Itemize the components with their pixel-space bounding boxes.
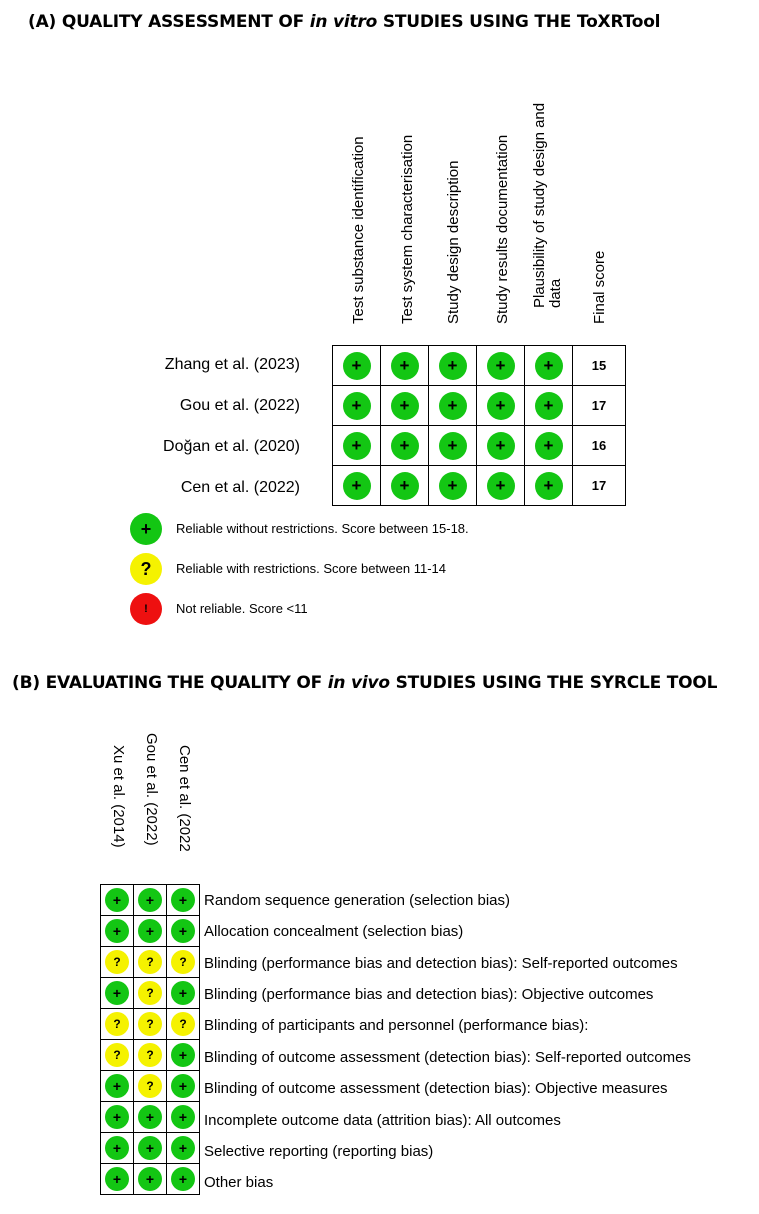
column-header-study-design <box>434 90 481 340</box>
column-header-final-score <box>576 90 628 340</box>
grid-cell <box>134 916 167 947</box>
question-icon: ? <box>130 553 162 585</box>
grid-cell <box>381 466 429 506</box>
grid-cell <box>525 386 573 426</box>
plus-icon: + <box>391 472 419 500</box>
criterion-label: Selective reporting (reporting bias) <box>204 1143 434 1160</box>
column-header-plausibility <box>528 90 575 340</box>
plus-icon: + <box>439 472 467 500</box>
grid-cell <box>101 1102 134 1133</box>
grid-cell <box>333 466 381 506</box>
column-header-study-results <box>482 90 529 340</box>
row-label-cen: Cen et al. (2022) <box>180 479 300 496</box>
grid-cell <box>429 466 477 506</box>
plus-icon: + <box>343 352 371 380</box>
question-icon: ? <box>138 1074 162 1098</box>
grid-cell <box>429 386 477 426</box>
plus-icon: + <box>343 472 371 500</box>
criterion-label: Blinding (performance bias and detection bias): Self-reported outcomes <box>204 955 678 972</box>
question-icon: ? <box>105 1043 129 1067</box>
plus-icon: + <box>535 352 563 380</box>
criterion-label: Incomplete outcome data (attrition bias): All outcomes <box>204 1112 561 1129</box>
heading-a-italic: in vitro <box>309 12 378 32</box>
grid-cell <box>101 947 134 978</box>
grid-cell <box>477 466 525 506</box>
legend-not-reliable <box>130 593 630 625</box>
table-row <box>101 1071 200 1102</box>
grid-cell <box>101 1009 134 1040</box>
plus-icon: + <box>105 981 129 1005</box>
plus-icon: + <box>535 392 563 420</box>
heading-a-prefix: (A) QUALITY ASSESSMENT OF <box>28 12 305 32</box>
grid-cell <box>167 1009 200 1040</box>
plus-icon: + <box>138 1167 162 1191</box>
grid-cell <box>167 1164 200 1195</box>
grid-cell <box>134 1009 167 1040</box>
syrcle-grid <box>100 884 200 1195</box>
grid-cell <box>134 1102 167 1133</box>
question-icon: ? <box>171 1012 195 1036</box>
grid-cell <box>134 1164 167 1195</box>
plus-icon: + <box>439 432 467 460</box>
column-header-label: Plausibility of study design and data <box>531 102 564 308</box>
grid-cell <box>429 426 477 466</box>
heading-b-suffix: STUDIES USING THE SYRCLE TOOL <box>395 673 718 693</box>
plus-icon: + <box>105 1074 129 1098</box>
column-header-label: Test system characterisation <box>399 134 416 324</box>
grid-cell <box>134 978 167 1009</box>
grid-cell <box>101 885 134 916</box>
plus-icon: + <box>439 352 467 380</box>
plus-icon: + <box>439 392 467 420</box>
table-row <box>101 947 200 978</box>
grid-cell <box>525 426 573 466</box>
plus-icon: + <box>171 888 195 912</box>
grid-cell <box>167 947 200 978</box>
question-icon: ? <box>138 1043 162 1067</box>
question-icon: ? <box>138 950 162 974</box>
column-header-label: Study design description <box>445 160 462 324</box>
plus-icon: + <box>343 432 371 460</box>
grid-cell <box>477 426 525 466</box>
table-row <box>101 978 200 1009</box>
table-row <box>333 466 626 506</box>
plus-icon: + <box>171 919 195 943</box>
legend-text: Reliable with restrictions. Score between 11-14 <box>176 561 447 576</box>
plus-icon: + <box>138 919 162 943</box>
grid-cell <box>167 916 200 947</box>
plus-icon: + <box>105 1167 129 1191</box>
criterion-label: Other bias <box>204 1174 274 1191</box>
heading-b-italic: in vivo <box>327 673 390 693</box>
column-header-label: Final score <box>591 250 608 324</box>
column-header-label: Study results documentation <box>494 134 511 324</box>
grid-cell <box>167 1133 200 1164</box>
grid-cell <box>134 947 167 978</box>
row-label-dogan: Doğan et al. (2020) <box>163 438 300 455</box>
legend-text: Not reliable. Score <11 <box>176 601 308 616</box>
question-icon: ? <box>138 981 162 1005</box>
grid-cell <box>167 978 200 1009</box>
plus-icon: + <box>138 1105 162 1129</box>
table-row <box>333 426 626 466</box>
criterion-label: Allocation concealment (selection bias) <box>204 923 464 940</box>
grid-cell <box>525 346 573 386</box>
plus-icon: + <box>171 1167 195 1191</box>
question-icon: ? <box>105 950 129 974</box>
plus-icon: + <box>105 1136 129 1160</box>
criterion-label: Blinding of participants and personnel (performance bias): <box>204 1017 589 1034</box>
table-row <box>101 885 200 916</box>
grid-cell <box>333 386 381 426</box>
grid-cell <box>101 916 134 947</box>
final-score-cell: 16 <box>573 426 626 466</box>
legend-reliable-with-restrictions <box>130 553 630 585</box>
column-header-test-system <box>387 90 434 340</box>
grid-cell <box>333 426 381 466</box>
column-header-label: Test substance identification <box>350 136 367 324</box>
grid-cell <box>333 346 381 386</box>
grid-cell <box>381 346 429 386</box>
row-label-gou: Gou et al. (2022) <box>179 397 300 414</box>
table-row <box>333 386 626 426</box>
table-row <box>101 1164 200 1195</box>
plus-icon: + <box>343 392 371 420</box>
grid-cell <box>101 1133 134 1164</box>
grid-cell <box>429 346 477 386</box>
grid-cell <box>101 978 134 1009</box>
final-score-cell: 17 <box>573 386 626 426</box>
plus-icon: + <box>105 1105 129 1129</box>
table-row <box>101 1102 200 1133</box>
plus-icon: + <box>130 513 162 545</box>
question-icon: ? <box>105 1012 129 1036</box>
table-row <box>101 916 200 947</box>
plus-icon: + <box>487 392 515 420</box>
grid-cell <box>525 466 573 506</box>
plus-icon: + <box>138 1136 162 1160</box>
study-header-label: Xu et al. (2014) <box>110 745 127 848</box>
section-a-heading <box>28 12 660 32</box>
grid-cell <box>134 1133 167 1164</box>
plus-icon: + <box>105 919 129 943</box>
column-header-test-substance <box>339 90 386 340</box>
study-header-label: Gou et al. (2022) <box>143 733 160 846</box>
exclamation-icon: ! <box>130 593 162 625</box>
table-row <box>101 1133 200 1164</box>
plus-icon: + <box>171 1043 195 1067</box>
table-row <box>333 346 626 386</box>
toxrtool-grid <box>332 345 626 506</box>
plus-icon: + <box>171 1074 195 1098</box>
section-b-heading <box>12 673 717 693</box>
criterion-label: Blinding of outcome assessment (detection bias): Objective measures <box>204 1080 668 1097</box>
study-header-cen <box>168 745 200 880</box>
grid-cell <box>134 885 167 916</box>
grid-cell <box>101 1164 134 1195</box>
study-header-xu <box>102 745 134 880</box>
grid-cell <box>134 1040 167 1071</box>
plus-icon: + <box>487 472 515 500</box>
criterion-label: Blinding of outcome assessment (detection bias): Self-reported outcomes <box>204 1049 691 1066</box>
plus-icon: + <box>138 888 162 912</box>
grid-cell <box>167 1071 200 1102</box>
plus-icon: + <box>391 392 419 420</box>
question-icon: ? <box>171 950 195 974</box>
plus-icon: + <box>391 352 419 380</box>
final-score-cell: 17 <box>573 466 626 506</box>
grid-cell <box>381 426 429 466</box>
plus-icon: + <box>391 432 419 460</box>
heading-a-suffix: STUDIES USING THE ToXRTool <box>382 12 661 32</box>
grid-cell <box>477 386 525 426</box>
final-score-cell: 15 <box>573 346 626 386</box>
grid-cell <box>381 386 429 426</box>
plus-icon: + <box>487 432 515 460</box>
grid-cell <box>101 1071 134 1102</box>
row-label-zhang: Zhang et al. (2023) <box>164 356 300 373</box>
plus-icon: + <box>535 432 563 460</box>
plus-icon: + <box>535 472 563 500</box>
grid-cell <box>167 1102 200 1133</box>
grid-cell <box>477 346 525 386</box>
grid-cell <box>167 885 200 916</box>
study-header-label: Cen et al. (2022 <box>176 745 193 852</box>
question-icon: ? <box>138 1012 162 1036</box>
plus-icon: + <box>487 352 515 380</box>
plus-icon: + <box>105 888 129 912</box>
grid-cell <box>167 1040 200 1071</box>
study-header-gou <box>135 733 167 880</box>
table-row <box>101 1040 200 1071</box>
plus-icon: + <box>171 1105 195 1129</box>
plus-icon: + <box>171 1136 195 1160</box>
legend-text: Reliable without restrictions. Score between 15-18. <box>176 521 469 536</box>
table-row <box>101 1009 200 1040</box>
grid-cell <box>134 1071 167 1102</box>
heading-b-prefix: (B) EVALUATING THE QUALITY OF <box>12 673 323 693</box>
grid-cell <box>101 1040 134 1071</box>
legend-reliable <box>130 513 630 545</box>
criterion-label: Random sequence generation (selection bias) <box>204 892 511 909</box>
plus-icon: + <box>171 981 195 1005</box>
criterion-label: Blinding (performance bias and detection bias): Objective outcomes <box>204 986 654 1003</box>
